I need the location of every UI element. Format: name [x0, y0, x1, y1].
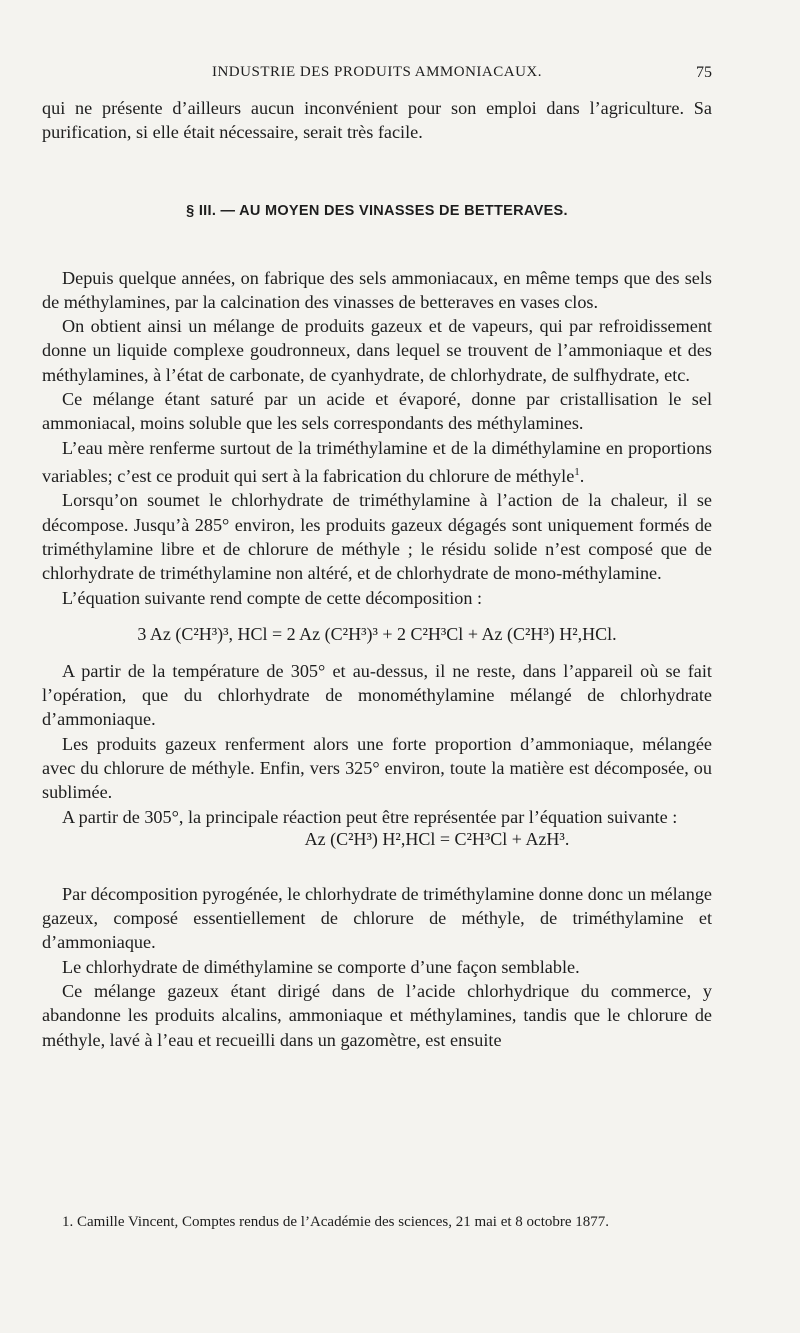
footnote-reference: 1: [574, 465, 580, 478]
running-head: INDUSTRIE DES PRODUITS AMMONIACAUX.: [211, 64, 543, 80]
paragraph: Depuis quelque années, on fabrique des sels ammoniacaux, en même temps que des sels de méthylamines, par la calcination des vinasses de betteraves en vases clos.: [42, 267, 712, 312]
paragraph: Ce mélange étant saturé par un acide et évaporé, donne par cristallisation le sel ammoniacal, moins soluble que les sels correspondants des méthylamines.: [42, 389, 712, 434]
paragraph: Le chlorhydrate de diméthylamine se comporte d’une façon semblable.: [62, 956, 580, 977]
paragraph: Ce mélange gazeux étant dirigé dans de l’acide chlorhydrique du commerce, y abandonne les produits alcalins, ammoniaque et méthylamines, tandis que le chlorure de méthyle, lavé à l’eau et recueilli dans un gazomètre, est ensuite: [42, 981, 712, 1050]
paragraph: Lorsqu’on soumet le chlorhydrate de triméthylamine à l’action de la chaleur, il se décompose. Jusqu’à 285° environ, les produits gazeux dégagés sont uniquement formés de triméthylamine libre et de chlorure de méthyle ; le résidu solide n’est composé que de chlorhydrate de triméthylamine non altéré, et de chlorhydrate de mono-méthylamine.: [42, 490, 712, 584]
page-header: [42, 62, 712, 88]
paragraph: A partir de la température de 305° et au-dessus, il ne reste, dans l’appareil où se fait l’opération, que du chlorhydrate de monométhylamine mélangé de chlorhydrate d’ammoniaque.: [42, 660, 712, 730]
page-body: [42, 96, 712, 1052]
paragraph: L’eau mère renferme surtout de la triméthylamine et de la diméthylamine en proportions variables; c’est ce produit qui sert à la fabrication du chlorure de méthyle$^1$.: [42, 437, 712, 487]
paragraph-continuation: qui ne présente d’ailleurs aucun inconvénient pour son emploi dans l’agriculture. Sa purification, si elle était nécessaire, serait très facile.: [42, 98, 712, 143]
paragraph: Les produits gazeux renferment alors une forte proportion d’ammoniaque, mélangée avec du chlorure de méthyle. Enfin, vers 325° environ, toute la matière est décomposée, ou sublimée.: [42, 733, 712, 803]
equation: 3 Az (C²H³)³, HCl = 2 Az (C²H³)³ + 2 C²H³Cl + Az (C²H³) H²,HCl.: [137, 623, 617, 644]
paragraph: On obtient ainsi un mélange de produits gazeux et de vapeurs, qui par refroidissement donne un liquide complexe goudronneux, dans lequel se trouvent de l’ammoniaque et des méthylamines, à l’état de carbonate, de cyanhydrate, de chlorhydrate, de sulfhydrate, etc.: [42, 316, 712, 385]
paragraph: A partir de 305°, la principale réaction peut être représentée par l’équation suivante :: [62, 806, 678, 827]
paragraph: Par décomposition pyrogénée, le chlorhydrate de triméthylamine donne donc un mélange gazeux, composé essentiellement de chlorure de méthyle, de triméthylamine et d’ammoniaque.: [42, 883, 712, 953]
page-number: 75: [696, 64, 712, 81]
section-title: § III. — AU MOYEN DES VINASSES DE BETTERAVES.: [186, 202, 568, 219]
footnote: 1. Camille Vincent, Comptes rendus de l’Académie des sciences, 21 mai et 8 octobre 1877.: [62, 1214, 610, 1230]
equation: Az (C²H³) H²,HCl = C²H³Cl + AzH³.: [304, 828, 570, 849]
paragraph: L’équation suivante rend compte de cette décomposition :: [62, 587, 483, 608]
paragraph-text: L’eau mère renferme surtout de la triméthylamine et de la diméthylamine en proportions variables; c’est ce produit qui sert à la fabrication du chlorure de méthyle: [42, 437, 712, 487]
